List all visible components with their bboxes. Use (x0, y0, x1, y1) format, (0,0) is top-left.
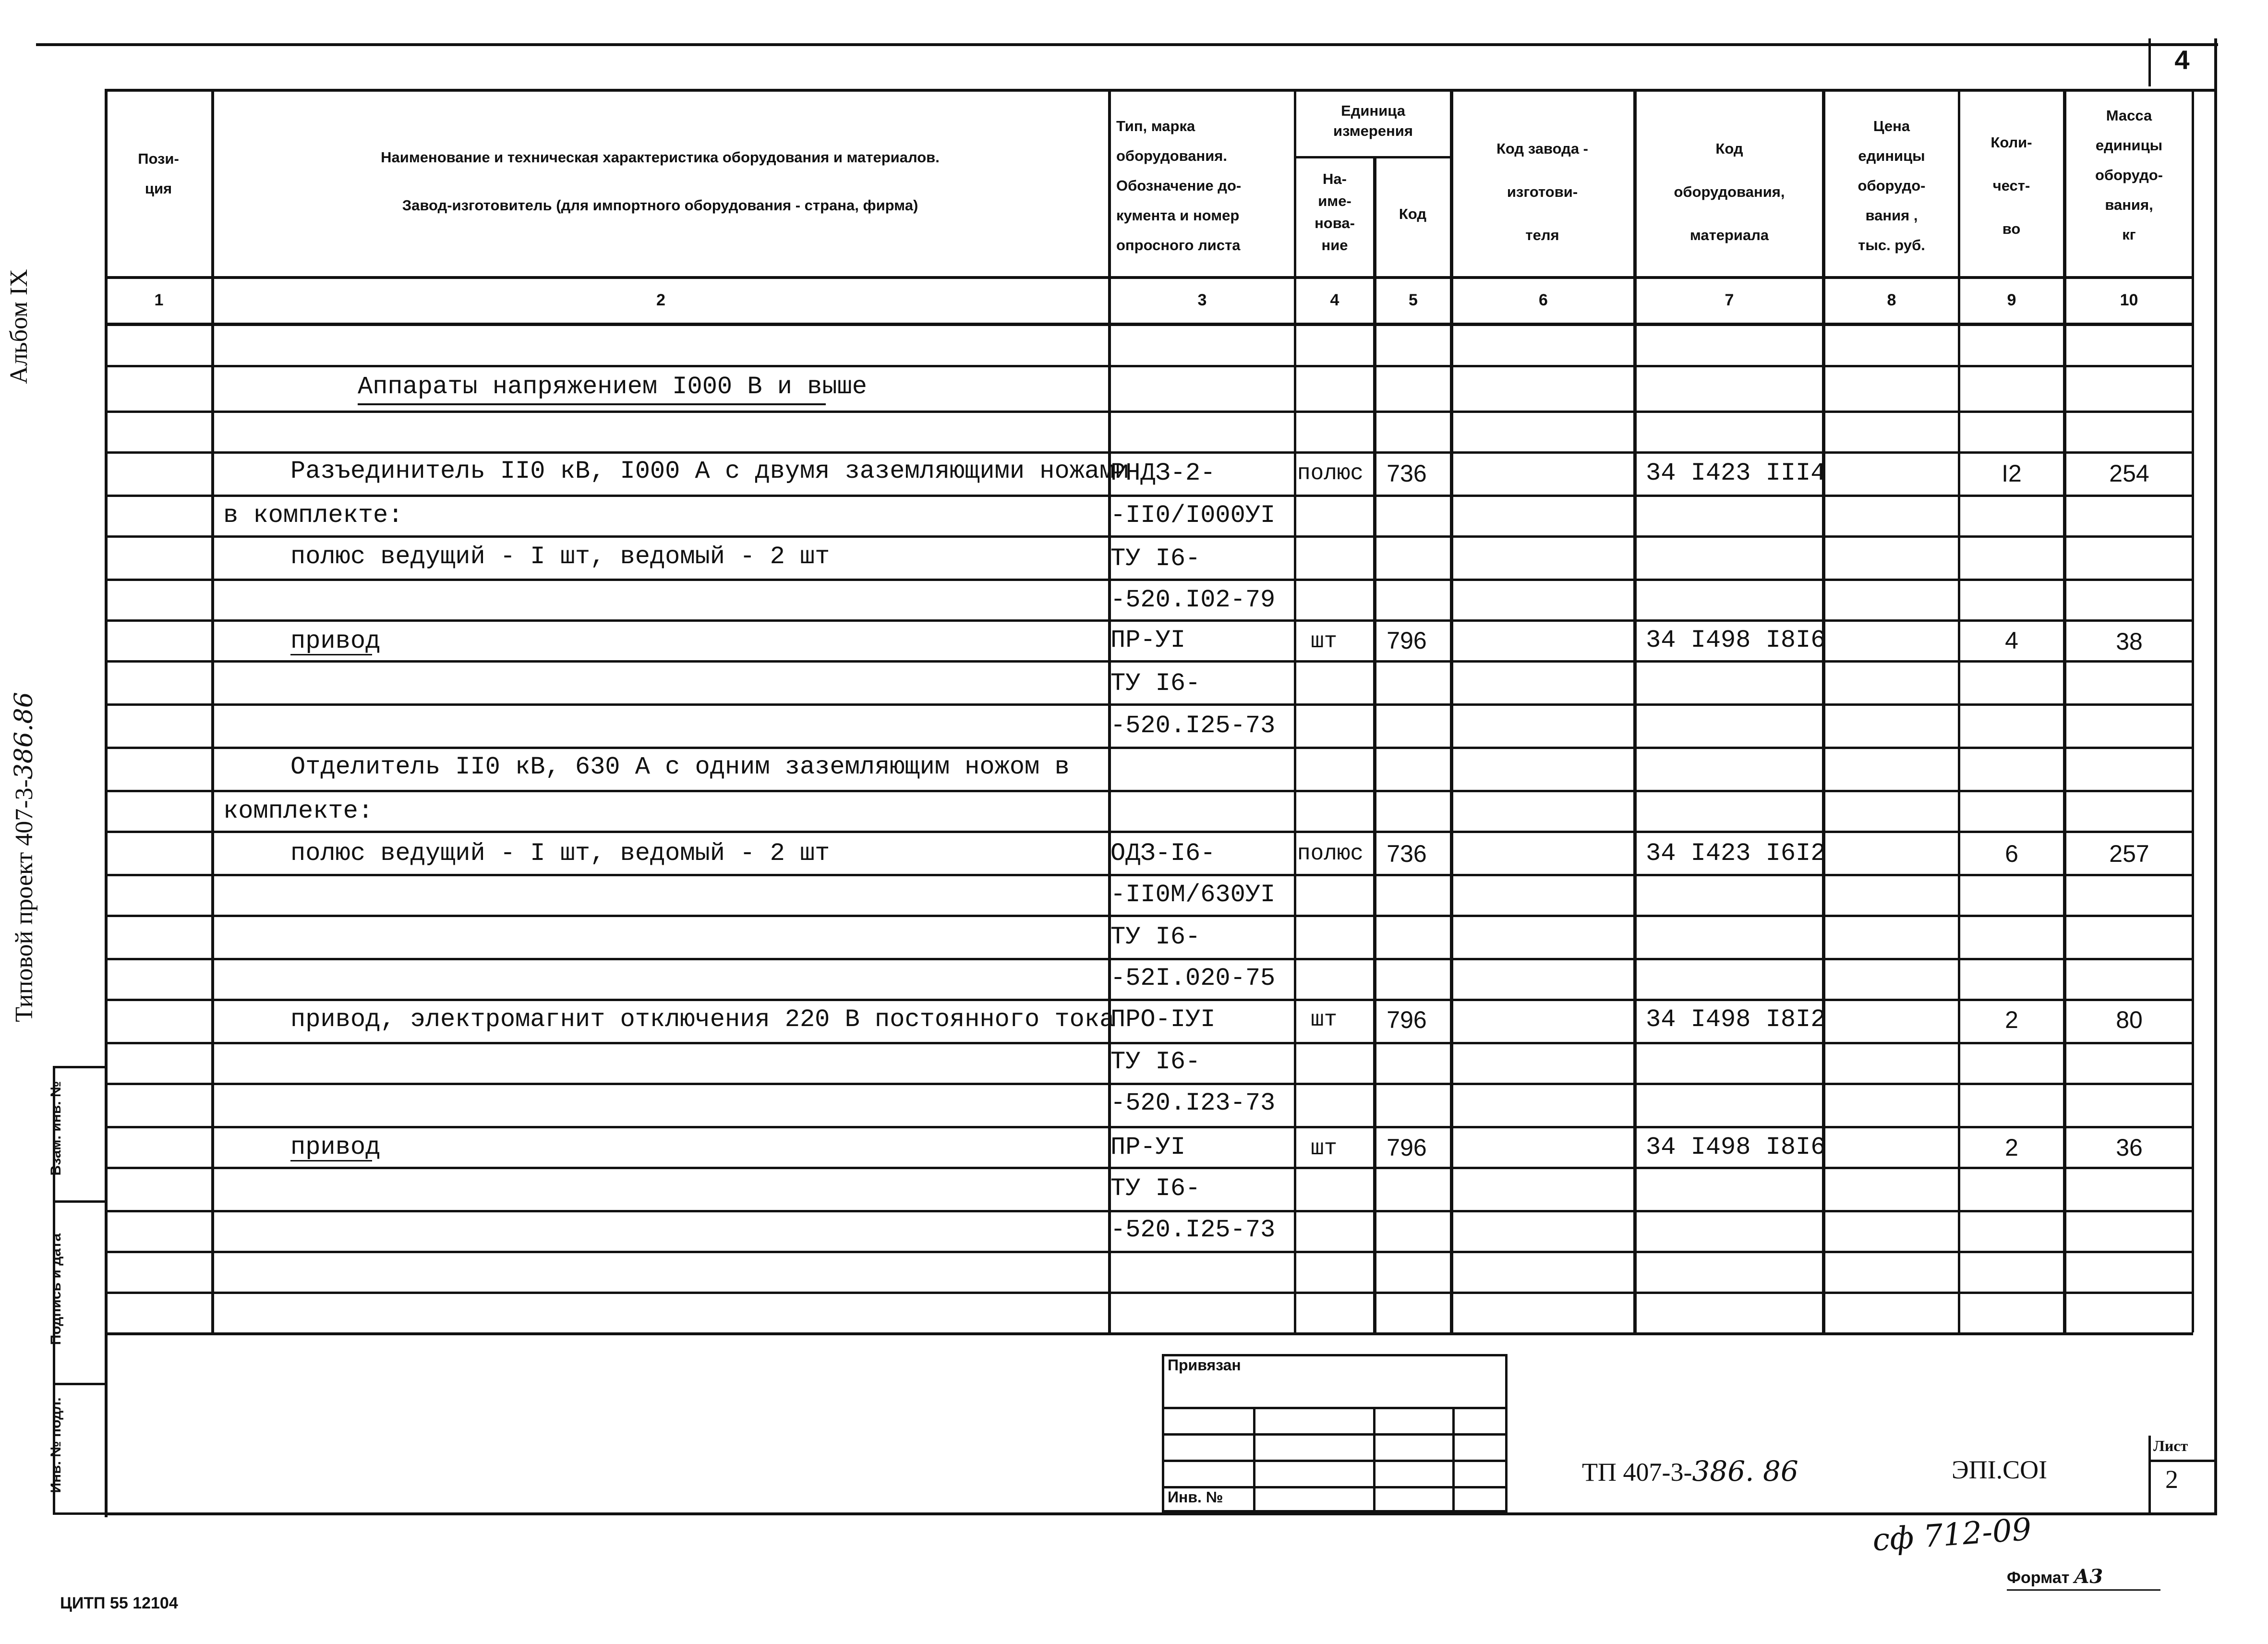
row-drive-1-underline (290, 654, 372, 655)
row-line-23 (105, 1292, 2193, 1294)
row-line-20 (105, 1167, 2193, 1169)
row-line-12 (105, 831, 2193, 833)
row-drive-2-qty: 2 (2005, 1006, 2018, 1033)
section-title: Аппараты напряжением I000 В и выше (358, 373, 867, 401)
header-equipment-code-line-1: Код (1715, 140, 1743, 157)
stamp-bound-label: Привязан (1168, 1356, 1241, 1374)
row-drive-3-mass: 36 (2116, 1134, 2143, 1161)
col-line-6 (1450, 89, 1453, 1332)
row-drive-2-code: 796 (1387, 1006, 1427, 1033)
row-line-10 (105, 747, 2193, 749)
row-disconnector-equip-code: 34 I423 III4 (1646, 459, 1826, 487)
row-disconnector-tu-number: -520.I02-79 (1110, 586, 1276, 614)
row-drive-2-type: ПРО-IУI (1110, 1005, 1216, 1034)
row-drive-1-tu-number: -520.I25-73 (1110, 712, 1276, 740)
row-separator-code: 736 (1387, 840, 1427, 867)
row-drive-3-code: 796 (1387, 1134, 1427, 1161)
col-number-5: 5 (1409, 291, 1418, 309)
format-value: А3 (2074, 1565, 2103, 1588)
header-unit-name (1296, 168, 1373, 256)
designation-prefix: ТП 407-3- (1582, 1458, 1692, 1487)
header-unit-name-line-3: нова- (1315, 215, 1355, 231)
row-drive-1-code: 796 (1387, 627, 1427, 654)
format-label-text: Формат (2007, 1569, 2070, 1587)
col-line-9 (1958, 89, 1960, 1332)
row-line-17 (105, 1042, 2193, 1044)
col-number-4: 4 (1330, 291, 1339, 309)
stamp-line-3 (1162, 1460, 1508, 1462)
row-line-4 (105, 495, 2193, 497)
stamp-vline-1 (1253, 1407, 1255, 1512)
stamp-vline-3 (1452, 1407, 1455, 1512)
header-mass-line-1: Масса (2106, 107, 2152, 124)
col-number-10: 10 (2120, 291, 2138, 309)
row-separator-type: ОДЗ-I6- (1110, 839, 1216, 868)
row-separator-poles: полюс ведущий - I шт, ведомый - 2 шт (290, 839, 830, 868)
header-unit-name-line-4: ние (1321, 237, 1348, 254)
right-border-line (2214, 38, 2217, 1512)
sheet-box-vline (2148, 1436, 2151, 1512)
header-equipment-code-line-2: оборудования, (1674, 183, 1785, 200)
printer-mark: ЦИТП 55 12104 (60, 1594, 178, 1612)
row-separator-tu-number: -52I.020-75 (1110, 964, 1276, 992)
margin-field-1: Взам. инв. № (48, 1081, 64, 1176)
row-line-3 (105, 451, 2193, 454)
row-line-18 (105, 1083, 2193, 1085)
header-type-line-3: Обозначение до- (1116, 177, 1242, 194)
header-type-line-1: Тип, марка (1116, 118, 1195, 134)
row-line-19 (105, 1126, 2193, 1128)
row-drive-3-qty: 2 (2005, 1134, 2018, 1161)
row-disconnector-type: РНДЗ-2- (1110, 459, 1216, 487)
header-factory-code-line-1: Код завода - (1496, 140, 1588, 157)
header-factory-code (1452, 127, 1632, 257)
header-unit-code: Код (1399, 206, 1427, 222)
row-line-2 (105, 411, 2193, 413)
row-drive-3-underline (290, 1160, 372, 1161)
sheet-box-hline (2148, 1460, 2216, 1462)
header-type (1109, 111, 1294, 260)
header-type-line-5: опросного листа (1116, 237, 1241, 254)
col-line-4 (1294, 89, 1296, 1332)
row-line-6 (105, 579, 2193, 581)
header-unit-line-1: Единица (1341, 102, 1405, 119)
col-number-3: 3 (1197, 291, 1207, 309)
header-mass-line-5: кг (2122, 226, 2136, 243)
row-line-22 (105, 1251, 2193, 1253)
row-separator-qty: 6 (2005, 840, 2018, 867)
header-name (216, 133, 1104, 230)
row-drive-1-unit: шт (1311, 629, 1338, 654)
header-price-line-1: Цена (1873, 118, 1910, 134)
row-line-9 (105, 703, 2193, 706)
header-unit-name-line-2: име- (1318, 193, 1351, 209)
col-line-2 (211, 89, 214, 1332)
header-mass-line-4: вания, (2105, 196, 2153, 213)
colnum-bottom-line (105, 323, 2193, 326)
row-drive-2-equip-code: 34 I498 I8I2 (1646, 1005, 1826, 1034)
row-disconnector-qty: I2 (2002, 460, 2022, 487)
row-disconnector-unit: полюс (1297, 461, 1364, 486)
row-drive-3-name: привод (290, 1133, 381, 1161)
header-factory-code-line-2: изготови- (1507, 183, 1578, 200)
stamp-line-2 (1162, 1433, 1508, 1436)
row-drive-1-equip-code: 34 I498 I8I6 (1646, 626, 1826, 654)
unit-subheader-line (1294, 156, 1452, 158)
stamp-inv-label: Инв. № (1168, 1488, 1223, 1506)
row-line-5 (105, 535, 2193, 538)
header-name-line-2: Завод-изготовитель (для импортного оборудования - страна, фирма) (402, 197, 918, 214)
sheet-label: Лист (2153, 1437, 2188, 1454)
sheet-number-top: 4 (2174, 45, 2190, 75)
sheet-value: 2 (2165, 1465, 2178, 1494)
col-number-2: 2 (656, 291, 665, 309)
section-title-underline (358, 403, 826, 405)
row-drive-3-tu-number: -520.I25-73 (1110, 1216, 1276, 1244)
header-factory-code-line-3: теля (1525, 227, 1559, 243)
header-quantity (1960, 121, 2063, 251)
header-price-line-5: тыс. руб. (1858, 237, 1925, 254)
row-drive-2-name: привод, электромагнит отключения 220 В постоянного тока (290, 1005, 1115, 1034)
row-separator-equip-code: 34 I423 I6I2 (1646, 839, 1826, 868)
row-drive-1-mass: 38 (2116, 628, 2143, 655)
col-number-6: 6 (1539, 291, 1548, 309)
row-separator-complete: комплекте: (223, 797, 374, 825)
project-label (10, 617, 38, 1097)
album-label: Альбом IX (5, 269, 33, 384)
row-drive-1-qty: 4 (2005, 627, 2018, 654)
header-position (115, 144, 202, 204)
row-disconnector-code: 736 (1387, 460, 1427, 487)
row-disconnector-name: Разъединитель II0 кВ, I000 А с двумя заземляющими ножами (290, 457, 1130, 485)
designation (1582, 1455, 1798, 1487)
row-disconnector-type-2: -II0/I000УI (1110, 501, 1276, 530)
row-drive-2-unit: шт (1311, 1007, 1338, 1032)
row-line-13 (105, 874, 2193, 876)
header-equipment-code (1636, 127, 1823, 257)
header-price-line-4: вания , (1865, 207, 1918, 224)
header-unit-name-line-1: На- (1323, 170, 1347, 187)
row-line-16 (105, 999, 2193, 1001)
page-bottom-line (105, 1512, 2217, 1515)
row-line-21 (105, 1210, 2193, 1212)
row-line-8 (105, 660, 2193, 663)
header-unit-line-2: измерения (1333, 122, 1413, 139)
row-drive-2-mass: 80 (2116, 1006, 2143, 1033)
margin-field-2: Подпись и дата (48, 1233, 64, 1345)
format-underline (2007, 1589, 2160, 1591)
col-number-9: 9 (2007, 291, 2016, 309)
handwritten-code: сф 712-09 (1871, 1511, 2033, 1559)
col-number-8: 8 (1887, 291, 1896, 309)
sheet-box-left (2148, 38, 2151, 86)
row-line-15 (105, 958, 2193, 960)
row-drive-3-unit: шт (1311, 1136, 1338, 1161)
row-drive-3-type: ПР-УI (1110, 1133, 1186, 1161)
project-number: 386.86 (10, 692, 38, 780)
row-drive-1-name: привод (290, 627, 381, 655)
row-separator-name: Отделитель II0 кВ, 630 А с одним заземляющим ножом в (290, 753, 1070, 781)
col-line-10 (2063, 89, 2066, 1332)
row-separator-mass: 257 (2109, 840, 2149, 867)
col-number-7: 7 (1725, 291, 1734, 309)
format-label (2007, 1565, 2103, 1588)
designation-number: 386. 86 (1692, 1455, 1798, 1487)
header-name-line-1: Наименование и техническая характеристика оборудования и материалов. (381, 149, 940, 166)
row-drive-3-equip-code: 34 I498 I8I6 (1646, 1133, 1826, 1161)
row-drive-3-tu: ТУ I6- (1110, 1174, 1201, 1203)
header-unit (1296, 101, 1450, 141)
stamp-vline-2 (1373, 1407, 1375, 1512)
header-mass-line-2: единицы (2095, 137, 2163, 154)
header-mass (2065, 101, 2193, 250)
table-bottom-line (105, 1332, 2193, 1335)
header-position-line-2: ция (145, 180, 172, 197)
header-price-line-3: оборудо- (1858, 177, 1926, 194)
doc-code: ЭПI.COI (1952, 1455, 2048, 1484)
row-line-14 (105, 915, 2193, 917)
header-bottom-line (105, 276, 2193, 279)
project-label-text: Типовой проект 407-3- (11, 779, 38, 1022)
header-price-line-2: единицы (1858, 147, 1925, 164)
row-line-1 (105, 365, 2193, 367)
row-drive-2-tu-number: -520.I23-73 (1110, 1089, 1276, 1117)
header-quantity-line-2: чест- (1992, 177, 2030, 194)
col-line-7 (1633, 89, 1637, 1332)
row-disconnector-tu: ТУ I6- (1110, 544, 1201, 573)
row-separator-type-2: -II0М/630УI (1110, 881, 1276, 909)
margin-field-3: Инв. № подл. (48, 1397, 64, 1493)
header-type-line-2: оборудования. (1116, 147, 1228, 164)
stamp-line-1 (1162, 1407, 1508, 1409)
top-border-line (36, 43, 2218, 46)
header-quantity-line-3: во (2002, 220, 2021, 237)
row-line-7 (105, 619, 2193, 622)
row-disconnector-complete: в комплекте: (223, 501, 403, 530)
row-disconnector-poles: полюс ведущий - I шт, ведомый - 2 шт (290, 543, 830, 571)
row-separator-unit: полюс (1297, 841, 1364, 866)
col-line-5 (1373, 156, 1376, 1332)
header-mass-line-3: оборудо- (2095, 167, 2163, 183)
table-top-line (105, 89, 2217, 92)
header-equipment-code-line-3: материала (1689, 227, 1769, 243)
col-number-1: 1 (154, 291, 164, 309)
row-drive-2-tu: ТУ I6- (1110, 1048, 1201, 1076)
row-drive-1-tu: ТУ I6- (1110, 669, 1201, 698)
row-drive-1-type: ПР-УI (1110, 626, 1186, 654)
row-separator-tu: ТУ I6- (1110, 923, 1201, 951)
header-type-line-4: кумента и номер (1116, 207, 1240, 224)
row-disconnector-mass: 254 (2109, 460, 2149, 487)
header-position-line-1: Пози- (138, 150, 179, 167)
row-line-11 (105, 790, 2193, 792)
col-line-11 (2192, 89, 2194, 1332)
header-price (1824, 111, 1959, 260)
header-quantity-line-1: Коли- (1991, 134, 2032, 151)
